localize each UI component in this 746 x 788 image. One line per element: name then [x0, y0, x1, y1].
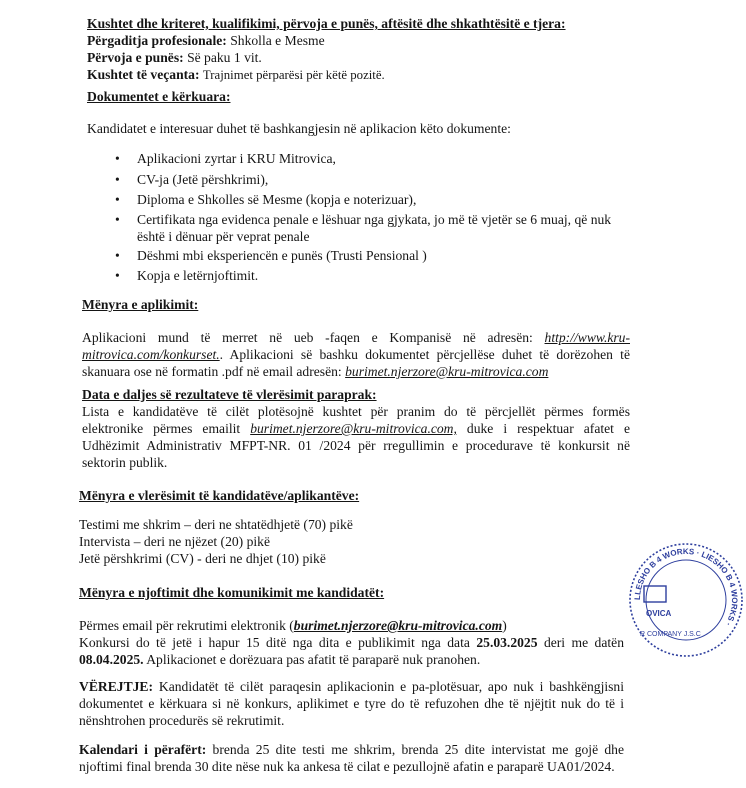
evaluation-item: Jetë përshkrimi (CV) - deri ne dhjet (10) pikë [79, 551, 326, 566]
results-line-3: Udhëzimit Administrativ MFPT-NR. 01 /2024 për rregullimin e procedurave të konkursit në [82, 438, 630, 453]
stamp-ring-text: LLESHO B 4 WORKS · LIESHO B 4 WORKS · [632, 546, 740, 628]
results-line-1: Lista e kandidatëve të cilët plotësojnë kushtet për pranim do të përcjellët përmes formës [82, 404, 630, 419]
special-label: Kushtet të veçanta: [87, 67, 200, 82]
calendar-label: Kalendari i përafërt: [79, 742, 207, 757]
experience-value: Së paku 1 vit. [187, 50, 262, 65]
stamp-outer-ring [630, 544, 742, 656]
note-line-1: VËREJTJE: Kandidatët të cilët paraqesin aplikacionin e pa-plotësuar, apo nuk i bashkëngjisni [79, 679, 624, 694]
criteria-heading: Kushtet dhe kriteret, kualifikimi, përvoja e punës, aftësitë dhe shkathtësitë e tjera: [87, 16, 566, 31]
documents-heading: Dokumentet e kërkuara: [87, 89, 231, 104]
note-label: VËREJTJE: [79, 679, 154, 694]
application-email-link[interactable]: burimet.njerzore@kru-mitrovica.com [345, 364, 549, 379]
notification-line-3: 08.04.2025. Aplikacionet e dorëzuara pas afatit të paraparë nuk pranohen. [79, 652, 481, 667]
stamp-center-text: OVICA [646, 609, 672, 618]
prep-value: Shkolla e Mesme [230, 33, 325, 48]
company-stamp [626, 540, 746, 660]
experience-line [87, 49, 262, 66]
note-line-2: dokumentet e kërkuara si në konkurs, aplikimet e tyre do të refuzohen dhe të njëjtit nuk do të i [79, 696, 624, 711]
results-line-4: sektorin publik. [82, 455, 168, 470]
notification-email-link[interactable]: burimet.njerzore@kru-mitrovica.com [293, 618, 503, 633]
list-item: • CV-ja (Jetë përshkrimi), [115, 171, 611, 191]
list-item: • Diploma e Shkolles së Mesme (kopja e noterizuar), [115, 191, 611, 211]
evaluation-heading: Mënyra e vlerësimit të kandidatëve/aplikantëve: [79, 488, 360, 503]
prep-label: Përgaditja profesionale: [87, 33, 227, 48]
application-line-3: skanuara ose në formatin .pdf në email adresën: burimet.njerzore@kru-mitrovica.com [82, 364, 549, 379]
special-line [87, 66, 385, 84]
results-email-link[interactable]: burimet.njerzore@kru-mitrovica.com, [250, 421, 457, 436]
notification-heading: Mënyra e njoftimit dhe komunikimit me kandidatët: [79, 585, 385, 600]
documents-list [115, 150, 611, 287]
prep-line [87, 32, 325, 49]
list-item: • Certifikata nga evidenca penale e lëshuar nga gjykata, jo më të vjetër se 6 muaj, që nuk është i dënuar për veprat penale [115, 211, 611, 247]
application-heading: Mënyra e aplikimit: [82, 297, 199, 312]
end-date: 08.04.2025. [79, 652, 144, 667]
website-link-cont[interactable]: mitrovica.com/konkurset. [82, 347, 220, 362]
notification-line-1: Përmes email për rekrutimi elektronik (burimet.njerzore@kru-mitrovica.com) [79, 618, 507, 633]
experience-label: Përvoja e punës: [87, 50, 184, 65]
evaluation-item: Testimi me shkrim – deri ne shtatëdhjetë (70) pikë [79, 517, 353, 532]
evaluation-item: Intervista – deri ne njëzet (20) pikë [79, 534, 270, 549]
application-line-2: mitrovica.com/konkurset.. Aplikacioni së bashku dokumentet përcjellëse duhet të dorëzohen të [82, 347, 630, 362]
calendar-line-2: njoftimi final brenda 30 dite nëse nuk ka ankesa të cilat e pezullojnë afatin e paraparë UA01/2024. [79, 759, 615, 774]
website-link[interactable]: http://www.kru- [544, 330, 630, 345]
notification-line-2: Konkursi do të jetë i hapur 15 ditë nga dita e publikimit nga data 25.03.2025 deri me datën [79, 635, 624, 650]
results-line-2: elektronike përmes emailit burimet.njerzore@kru-mitrovica.com, duke i respektuar afatet e [82, 421, 630, 436]
results-heading: Data e daljes së rezultateve të vlerësimit paraprak: [82, 387, 377, 402]
list-item: • Aplikacioni zyrtar i KRU Mitrovica, [115, 150, 611, 171]
list-item: • Kopja e letërnjoftimit. [115, 267, 611, 287]
list-item: • Dëshmi mbi eksperiencën e punës (Trusti Pensional ) [115, 247, 611, 267]
stamp-inner-ring [646, 560, 726, 640]
application-line-1: Aplikacioni mund të merret në ueb -faqen e Kompanisë në adresën: http://www.kru- [82, 330, 630, 345]
start-date: 25.03.2025 [476, 635, 538, 650]
documents-intro: Kandidatet e interesuar duhet të bashkangjesin në aplikacion këto dokumente: [87, 121, 511, 136]
calendar-line-1: Kalendari i përafërt: brenda 25 dite testi me shkrim, brenda 25 dite intervistat me gojë dhe [79, 742, 624, 757]
stamp-bottom-text: R COMPANY J.S.C [640, 631, 701, 638]
special-value: Trajnimet përparësi për këtë pozitë. [202, 68, 385, 82]
note-line-3: nënshtrohen procedurës së rekrutimit. [79, 713, 285, 728]
